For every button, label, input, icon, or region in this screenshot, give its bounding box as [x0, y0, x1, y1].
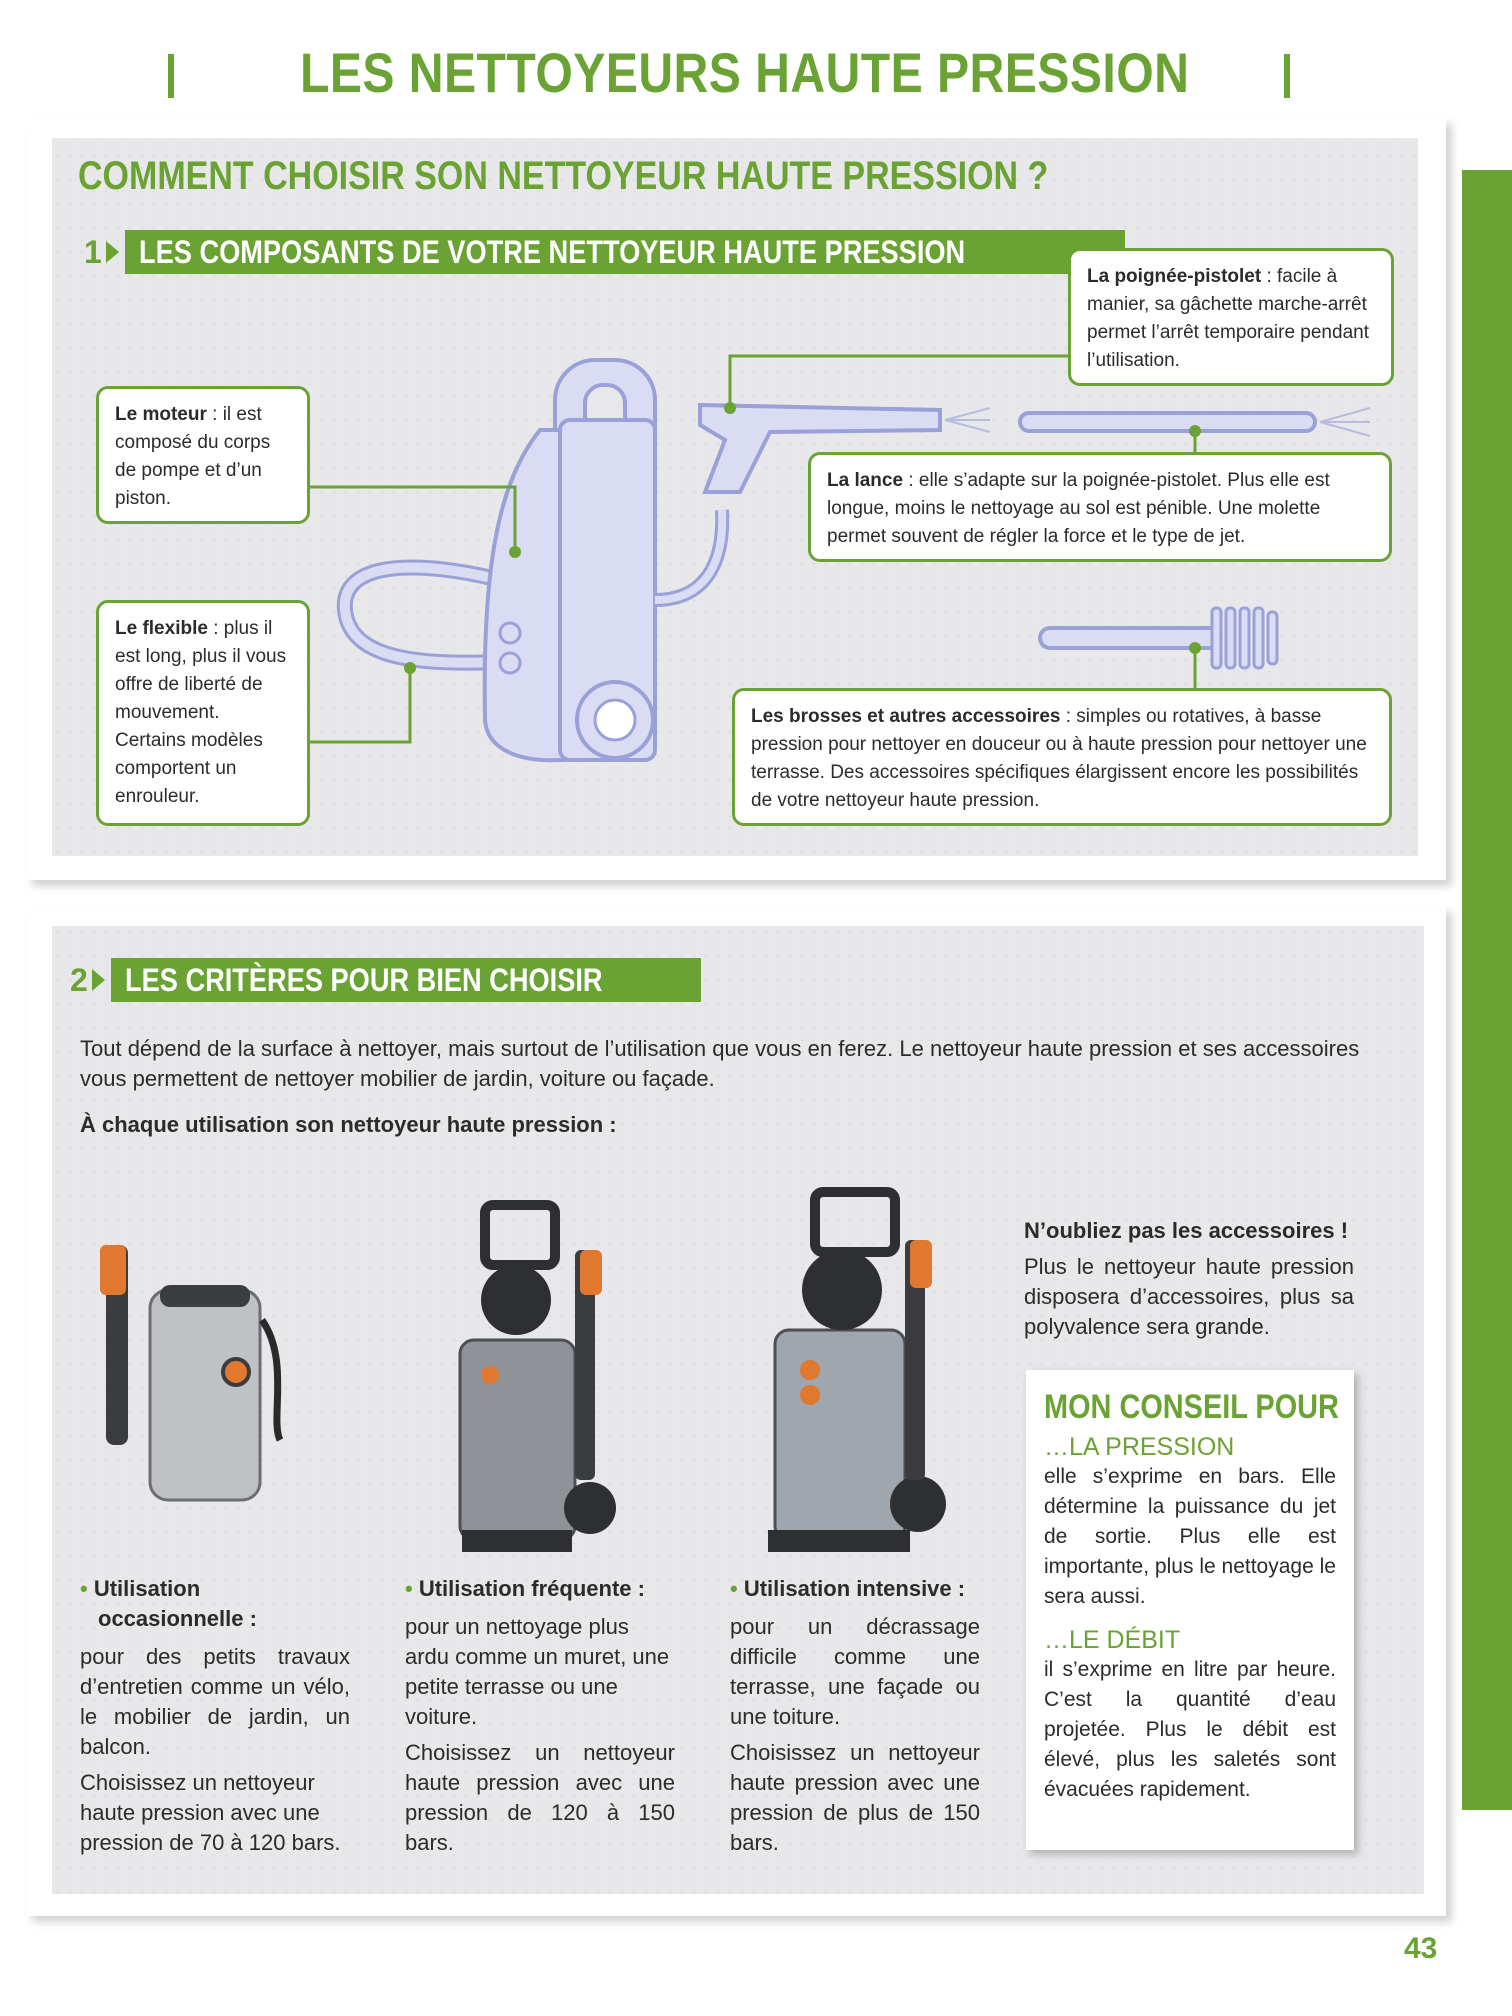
conseil-box	[1026, 1370, 1354, 1850]
conseil-debit-label: …LE DÉBIT	[1044, 1626, 1181, 1654]
use-frequent-advice: Choisissez un nettoyeur haute pression avec une pression de 120 à 150 bars.	[405, 1740, 675, 1855]
callout-flexible: Le flexible : plus il est long, plus il vous offre de liberté de mouvement. Certains modèles comportent un enrouleur.	[96, 600, 310, 826]
page-number: 43	[1404, 1932, 1438, 1965]
pressure-washer-small-image	[100, 1245, 280, 1500]
use-frequent	[405, 1574, 675, 1858]
callout-brosses: Les brosses et autres accessoires : simples ou rotatives, à basse pression pour nettoyer en douceur ou à haute pression pour nettoyer une terrasse. Des accessoires spécifiques élargissent encore les possibilités de votre nettoyeur haute pression.	[732, 688, 1392, 826]
pressure-washer-large-image	[768, 1192, 946, 1552]
conseil-pression-label: …LA PRESSION	[1044, 1433, 1235, 1461]
use-intensive-desc: pour un décrassage difficile comme une terrasse, une façade ou une toiture.	[730, 1614, 980, 1729]
step-1-number: 1	[84, 233, 102, 270]
page-title: LES NETTOYEURS HAUTE PRESSION	[300, 41, 1190, 104]
conseil-title: MON CONSEIL POUR	[1044, 1388, 1339, 1426]
use-occasional-advice: Choisissez un nettoyeur haute pression avec une pression de 70 à 120 bars.	[80, 1770, 341, 1855]
bullet-icon: •	[730, 1576, 744, 1601]
use-frequent-desc: pour un nettoyage plus ardu comme un muret, une petite terrasse ou une voiture.	[405, 1614, 670, 1729]
pressure-washer-medium-image	[460, 1205, 616, 1552]
conseil-pression-text: elle s’exprime en bars. Elle détermine la puissance du jet de sortie. Plus elle est importante, plus le nettoyage le sera aussi.	[1044, 1465, 1336, 1608]
callout-moteur: Le moteur : il est composé du corps de pompe et d’un piston.	[96, 386, 310, 524]
accessories-note	[1024, 1216, 1354, 1342]
use-intensive-title: Utilisation intensive :	[743, 1576, 966, 1601]
section2-subheading: À chaque utilisation son nettoyeur haute pression :	[80, 1112, 617, 1137]
callout-poignee: La poignée-pistolet : facile à manier, sa gâchette marche-arrêt permet l’arrêt temporaire pendant l’utilisation.	[1068, 248, 1394, 386]
section1-heading: COMMENT CHOISIR SON NETTOYEUR HAUTE PRESSION ?	[78, 154, 1049, 198]
step-1-label: LES COMPOSANTS DE VOTRE NETTOYEUR HAUTE PRESSION	[125, 230, 1125, 274]
step-2-label: LES CRITÈRES POUR BIEN CHOISIR	[111, 958, 701, 1002]
use-frequent-title: Utilisation fréquente :	[418, 1576, 645, 1601]
accessories-text: Plus le nettoyeur haute pression disposera d’accessoires, plus sa polyvalence sera grande.	[1024, 1254, 1354, 1339]
use-intensive	[730, 1574, 980, 1858]
callout-lance: La lance : elle s’adapte sur la poignée-pistolet. Plus elle est longue, moins le nettoyage au sol est pénible. Une molette permet souvent de régler la force et le type de jet.	[808, 452, 1392, 562]
accessories-title: N’oubliez pas les accessoires !	[1024, 1218, 1349, 1243]
bullet-icon: •	[405, 1576, 419, 1601]
conseil-debit-text: il s’exprime en litre par heure. C’est la quantité d’eau projetée. Plus le débit est élevé, plus les saletés sont évacuées rapidement.	[1044, 1658, 1336, 1801]
section2-intro: Tout dépend de la surface à nettoyer, mais surtout de l’utilisation que vous en ferez. Le nettoyeur haute pression et ses accessoires vous permettent de nettoyer mobilier de jardin, voiture ou façade.	[80, 1036, 1360, 1091]
step-2-number: 2	[70, 961, 88, 998]
use-occasional	[80, 1574, 350, 1858]
use-occasional-desc: pour des petits travaux d’entretien comme un vélo, le mobilier de jardin, un balcon.	[80, 1644, 350, 1759]
bullet-icon: •	[80, 1576, 94, 1601]
use-intensive-advice: Choisissez un nettoyeur haute pression avec une pression de plus de 150 bars.	[730, 1740, 980, 1855]
use-occasional-title: Utilisation occasionnelle :	[93, 1576, 257, 1631]
